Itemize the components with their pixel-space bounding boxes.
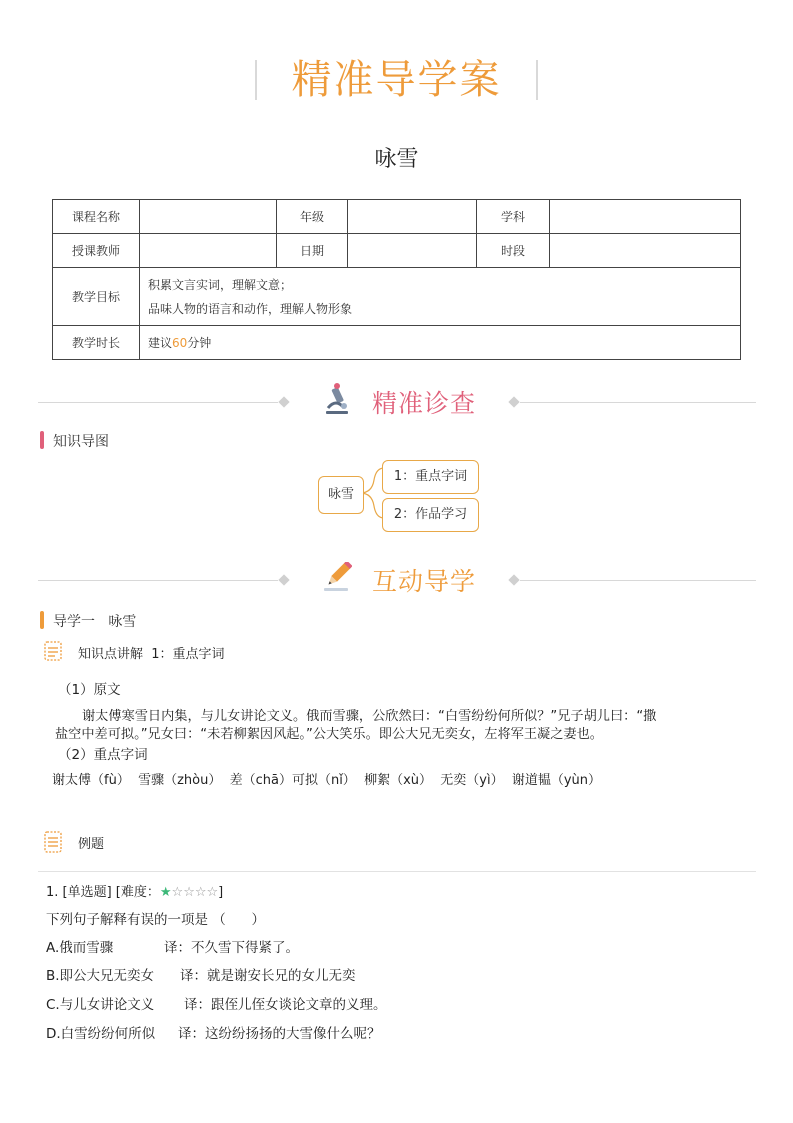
original-line-1: 谢太傅寒雪日内集，与儿女讲论文义。俄而雪骤，公欣然曰：“白雪纷纷何所似？”兄子胡儿曰：“撒 xyxy=(82,709,657,724)
date-value[interactable] xyxy=(348,234,477,268)
question-header-suffix: ] xyxy=(218,885,224,900)
option-c-label: C.与儿女讲论文义 xyxy=(46,997,155,1013)
option-b[interactable] xyxy=(46,964,356,984)
example-separator xyxy=(38,871,756,872)
keywords-label: （2）重点字词 xyxy=(58,747,148,763)
section1-diamond-right xyxy=(508,396,519,407)
knowledge-map-marker xyxy=(40,431,44,449)
example-heading: 例题 xyxy=(78,837,105,852)
goal-line-1: 积累文言实词，理解文意； xyxy=(148,277,293,292)
period-label: 时段 xyxy=(477,234,550,268)
section2-line-left xyxy=(38,580,278,581)
subject-value[interactable] xyxy=(550,200,741,234)
mindmap-branch-2[interactable]: 2：作品学习 xyxy=(382,498,479,532)
original-label: （1）原文 xyxy=(58,682,121,698)
option-a-label: A.俄而雪骤 xyxy=(46,940,114,956)
option-b-translation: 译：就是谢安长兄的女儿无奕 xyxy=(180,968,356,984)
course-info-table xyxy=(52,199,741,360)
guide-heading: 导学一 咏雪 xyxy=(53,614,137,630)
example-icon xyxy=(42,830,64,854)
option-a[interactable] xyxy=(46,936,299,956)
pencil-icon xyxy=(322,562,352,594)
section1-line-left xyxy=(38,402,278,403)
section2-diamond-left xyxy=(278,574,289,585)
question-text: 下列句子解释有误的一项是 （ ） xyxy=(46,912,266,928)
guide-heading-marker xyxy=(40,611,44,629)
section1-diamond-left xyxy=(278,396,289,407)
question-header xyxy=(46,881,223,900)
goal-label: 教学目标 xyxy=(53,268,140,326)
duration-value xyxy=(140,326,741,360)
goal-value xyxy=(140,268,741,326)
option-c-translation: 译：跟侄儿侄女谈论文章的义理。 xyxy=(184,997,387,1013)
goal-line-2: 品味人物的语言和动作，理解人物形象 xyxy=(148,301,353,316)
option-a-translation: 译：不久雪下得紧了。 xyxy=(164,940,299,956)
notes-icon xyxy=(42,640,64,662)
option-d-translation: 译：这纷纷扬扬的大雪像什么呢？ xyxy=(178,1026,381,1042)
duration-label: 教学时长 xyxy=(53,326,140,360)
duration-suffix: 分钟 xyxy=(187,336,212,350)
microscope-icon xyxy=(322,382,352,416)
document-title: 咏雪 xyxy=(374,147,419,172)
option-b-label: B.即公大兄无奕女 xyxy=(46,968,155,984)
course-name-label: 课程名称 xyxy=(53,200,140,234)
section2-line-right xyxy=(520,580,756,581)
teacher-value[interactable] xyxy=(140,234,277,268)
mindmap-branch-1[interactable]: 1：重点字词 xyxy=(382,460,479,494)
duration-number: 60 xyxy=(172,336,188,350)
section1-line-right xyxy=(520,402,756,403)
mindmap-root[interactable]: 咏雪 xyxy=(318,476,364,514)
teacher-label: 授课教师 xyxy=(53,234,140,268)
question-header-prefix: 1. [单选题] [难度： xyxy=(46,885,160,900)
period-value[interactable] xyxy=(550,234,741,268)
course-name-value[interactable] xyxy=(140,200,277,234)
duration-prefix: 建议 xyxy=(148,336,173,350)
date-label: 日期 xyxy=(277,234,348,268)
point-heading: 知识点讲解 1：重点字词 xyxy=(78,647,225,662)
section1-title: 精准诊查 xyxy=(372,389,477,418)
option-d[interactable] xyxy=(46,1022,381,1042)
page-header-title: 精准导学案 xyxy=(291,57,502,103)
subject-label: 学科 xyxy=(477,200,550,234)
grade-value[interactable] xyxy=(348,200,477,234)
original-line-2: 盐空中差可拟。”兄女曰：“未若柳絮因风起。”公大笑乐。即公大兄无奕女，左将军王凝之妻也。 xyxy=(55,727,603,742)
section2-diamond-right xyxy=(508,574,519,585)
option-d-label: D.白雪纷纷何所似 xyxy=(46,1026,156,1042)
difficulty-stars-filled: ★ xyxy=(159,885,172,900)
difficulty-stars-empty: ☆☆☆☆ xyxy=(171,885,219,900)
knowledge-map-heading: 知识导图 xyxy=(53,434,109,450)
section2-title: 互动导学 xyxy=(372,567,477,596)
option-c[interactable] xyxy=(46,993,387,1013)
keywords-line: 谢太傅（fù） 雪骤（zhòu） 差（chā）可拟（nǐ） 柳絮（xù） 无奕（yì） 谢道韫（yùn） xyxy=(52,773,602,788)
grade-label: 年级 xyxy=(277,200,348,234)
